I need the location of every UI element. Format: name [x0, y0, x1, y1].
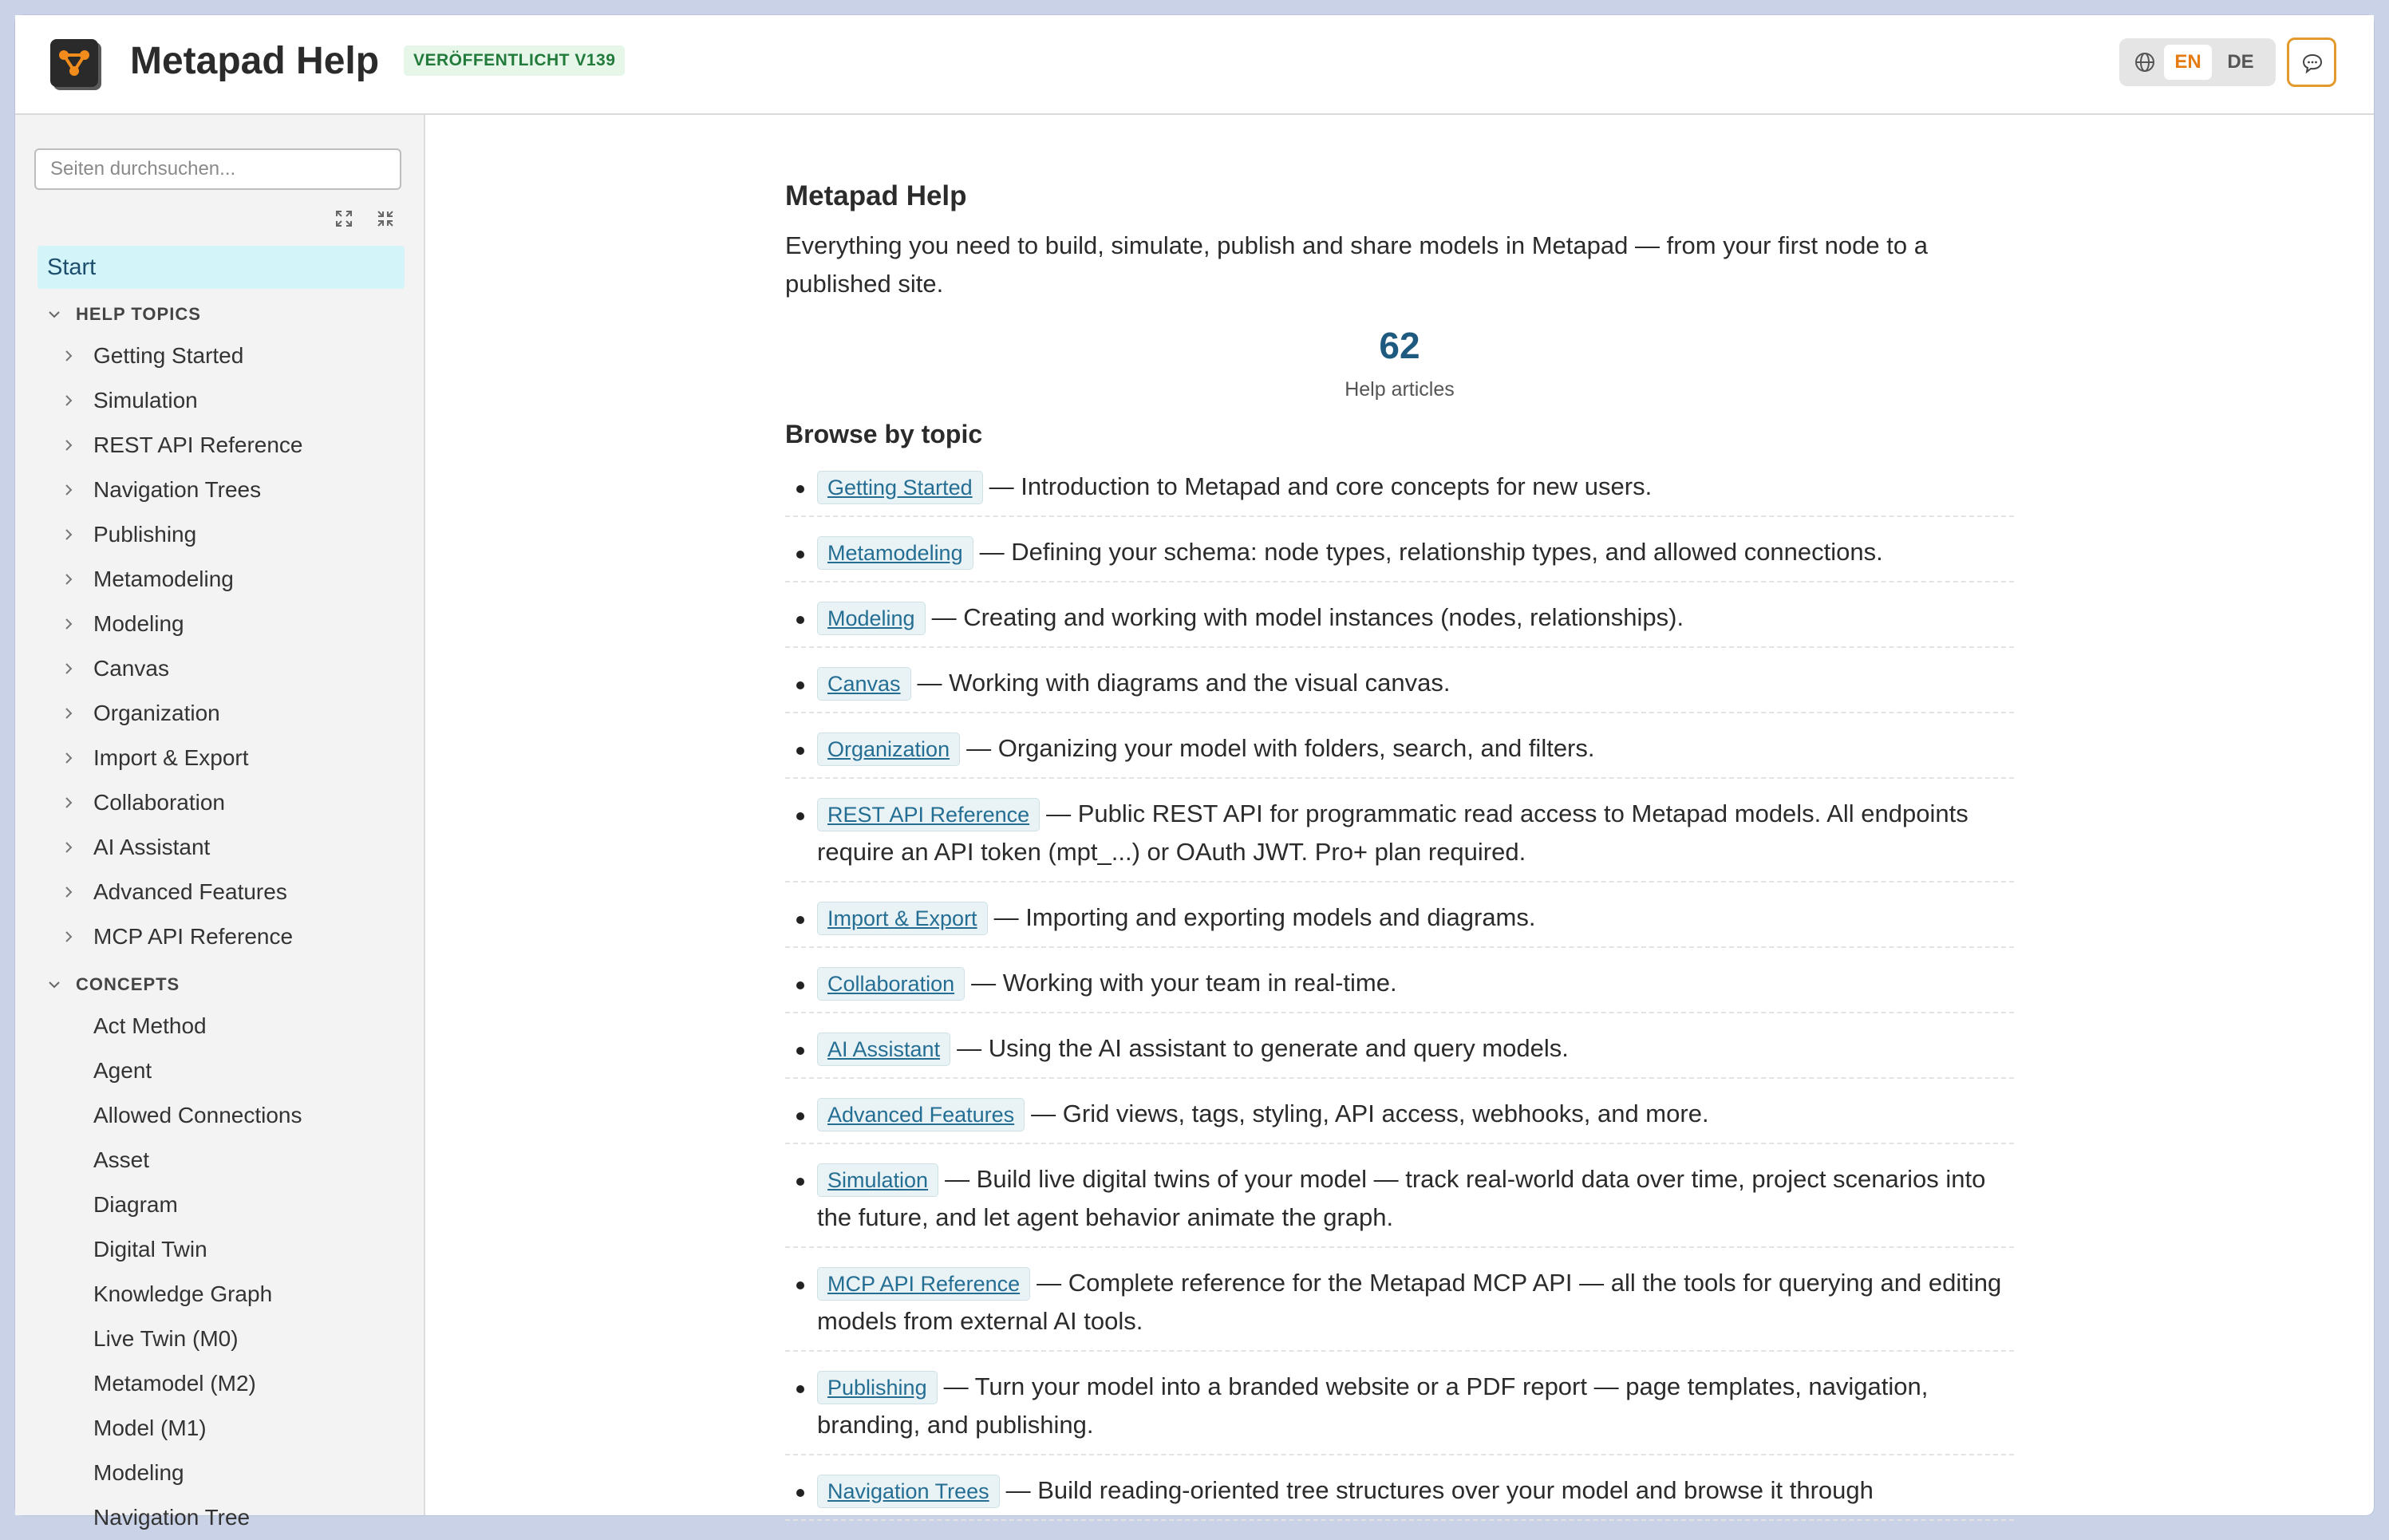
- topic-description: — Working with diagrams and the visual canvas.: [917, 669, 1451, 697]
- sidebar-item-start[interactable]: Start: [38, 246, 405, 289]
- chat-bubble-icon: [2301, 52, 2324, 74]
- sidebar-item-label: Advanced Features: [93, 879, 287, 904]
- sidebar-item-allowed-connections[interactable]: [15, 1093, 424, 1138]
- concepts-section-toggle[interactable]: [47, 970, 180, 999]
- version-badge: VERÖFFENTLICHT V139: [404, 45, 625, 76]
- topic-link-metamodeling[interactable]: Metamodeling: [817, 536, 973, 570]
- sidebar-item-import-export[interactable]: [15, 736, 424, 780]
- sidebar-item-modeling[interactable]: [15, 1451, 424, 1495]
- sidebar-item-diagram[interactable]: [15, 1183, 424, 1227]
- topic-description: — Complete reference for the Metapad MCP API — all the tools for querying and editing models from external AI tools.: [817, 1269, 2002, 1335]
- chevron-right-icon: [63, 707, 74, 720]
- sidebar-item-label: MCP API Reference: [93, 924, 294, 949]
- sidebar-item-label: Digital Twin: [93, 1237, 207, 1262]
- list-item: [785, 787, 2014, 883]
- list-item: [785, 721, 2014, 779]
- sidebar-item-label: Import & Export: [93, 745, 249, 770]
- chevron-right-icon: [63, 886, 74, 898]
- topic-description: — Turn your model into a branded website or a PDF report — page templates, navigation, branding, and publishing.: [817, 1372, 1929, 1439]
- lang-de-button[interactable]: DE: [2227, 51, 2254, 73]
- topic-description: — Grid views, tags, styling, API access, webhooks, and more.: [1031, 1100, 1709, 1127]
- sidebar-item-label: Organization: [93, 701, 220, 725]
- sidebar-item-getting-started[interactable]: [15, 334, 424, 378]
- list-item: [785, 1463, 2014, 1521]
- topic-link-publishing[interactable]: Publishing: [817, 1371, 938, 1404]
- app-window: [15, 15, 2374, 1530]
- sidebar-item-collaboration[interactable]: [15, 780, 424, 825]
- list-item: [785, 890, 2014, 948]
- topic-link-modeling[interactable]: Modeling: [817, 602, 926, 635]
- topic-link-organization[interactable]: Organization: [817, 732, 960, 766]
- language-switch: [2119, 38, 2276, 86]
- sidebar-item-asset[interactable]: [15, 1138, 424, 1183]
- sidebar-item-label: Simulation: [93, 388, 198, 413]
- sidebar-item-advanced-features[interactable]: [15, 870, 424, 914]
- sidebar-item-label: Live Twin (M0): [93, 1326, 239, 1351]
- sidebar-item-label: Model (M1): [93, 1416, 207, 1440]
- topic-description: — Creating and working with model instances (nodes, relationships).: [931, 603, 1684, 631]
- sidebar-item-metamodeling[interactable]: [15, 557, 424, 602]
- chat-button[interactable]: [2287, 38, 2336, 87]
- topic-description: — Build live digital twins of your model — track real-world data over time, project scenarios into the future, and let agent behavior animate the graph.: [817, 1165, 1986, 1231]
- topic-description: — Importing and exporting models and diagrams.: [993, 903, 1536, 931]
- topic-link-mcp-api-reference[interactable]: MCP API Reference: [817, 1267, 1030, 1301]
- chevron-right-icon: [63, 439, 74, 452]
- concepts-list: [15, 1004, 424, 1540]
- concepts-heading: CONCEPTS: [76, 974, 180, 994]
- help-topics-heading: HELP TOPICS: [76, 304, 201, 324]
- sidebar-item-label: Canvas: [93, 656, 169, 681]
- sidebar-item-simulation[interactable]: [15, 378, 424, 423]
- browse-heading: Browse by topic: [785, 420, 983, 448]
- sidebar-item-metamodel-m2[interactable]: [15, 1361, 424, 1406]
- topic-link-navigation-trees[interactable]: Navigation Trees: [817, 1475, 1000, 1508]
- topic-description: — Working with your team in real-time.: [971, 969, 1397, 997]
- lang-en-button[interactable]: EN: [2164, 45, 2212, 80]
- sidebar-item-label: Diagram: [93, 1192, 178, 1217]
- list-item: [785, 656, 2014, 713]
- collapse-all-icon[interactable]: [376, 209, 395, 228]
- chevron-down-icon: [47, 977, 61, 992]
- list-item: [785, 460, 2014, 517]
- chevron-right-icon: [63, 796, 74, 809]
- article-count: 62: [1379, 325, 1420, 366]
- topic-description: — Build reading-oriented tree structures over your model and browse it through: [1005, 1476, 1874, 1504]
- intro-text: Everything you need to build, simulate, publish and share models in Metapad — from your first node to a published site.: [785, 231, 1928, 298]
- chevron-right-icon: [63, 618, 74, 630]
- page-title: Metapad Help: [785, 180, 967, 211]
- sidebar-item-mcp-api-reference[interactable]: [15, 914, 424, 959]
- sidebar-item-model-m1[interactable]: [15, 1406, 424, 1451]
- chevron-right-icon: [63, 662, 74, 675]
- app-title: Metapad Help: [130, 40, 380, 82]
- topic-link-simulation[interactable]: Simulation: [817, 1163, 938, 1197]
- help-topics-list: [15, 334, 424, 959]
- main-content: [425, 115, 2374, 1515]
- sidebar-item-act-method[interactable]: [15, 1004, 424, 1048]
- chevron-right-icon: [63, 930, 74, 943]
- sidebar-item-label: Agent: [93, 1058, 152, 1083]
- sidebar-item-navigation-trees[interactable]: [15, 468, 424, 512]
- chevron-right-icon: [63, 349, 74, 362]
- topic-list: [785, 460, 2014, 1529]
- topic-link-import-export[interactable]: Import & Export: [817, 902, 988, 935]
- sidebar-item-label: Navigation Trees: [93, 477, 262, 502]
- sidebar-item-label: Navigation Tree: [93, 1505, 251, 1530]
- sidebar-item-ai-assistant[interactable]: [15, 825, 424, 870]
- sidebar-item-label: Metamodeling: [93, 567, 234, 591]
- chevron-down-icon: [47, 307, 61, 322]
- chevron-right-icon: [63, 528, 74, 541]
- sidebar-item-label: REST API Reference: [93, 432, 303, 457]
- sidebar-item-label: Getting Started: [93, 343, 244, 368]
- list-item: [785, 1152, 2014, 1248]
- app-header: [15, 15, 2374, 115]
- topic-link-collaboration[interactable]: Collaboration: [817, 967, 965, 1001]
- list-item: [785, 525, 2014, 582]
- topic-description: — Public REST API for programmatic read access to Metapad models. All endpoints require an API token (mpt_...) or OAuth JWT. Pro+ plan required.: [817, 800, 1968, 866]
- sidebar-search-input[interactable]: [34, 148, 401, 190]
- topic-link-advanced-features[interactable]: Advanced Features: [817, 1098, 1025, 1131]
- chevron-right-icon: [63, 841, 74, 854]
- globe-icon: [2134, 51, 2156, 73]
- sidebar-item-organization[interactable]: [15, 691, 424, 736]
- topic-link-rest-api-reference[interactable]: REST API Reference: [817, 798, 1040, 831]
- chevron-right-icon: [63, 394, 74, 407]
- sidebar: [15, 115, 425, 1530]
- sidebar-item-rest-api-reference[interactable]: [15, 423, 424, 468]
- sidebar-item-digital-twin[interactable]: [15, 1227, 424, 1272]
- sidebar-item-label: AI Assistant: [93, 835, 211, 859]
- topic-link-ai-assistant[interactable]: AI Assistant: [817, 1033, 950, 1066]
- list-item: [785, 590, 2014, 648]
- chevron-right-icon: [63, 752, 74, 764]
- list-item: [785, 1360, 2014, 1455]
- chevron-right-icon: [63, 573, 74, 586]
- list-item: [785, 1021, 2014, 1079]
- sidebar-item-navigation-tree[interactable]: [15, 1495, 424, 1540]
- sidebar-item-label: Asset: [93, 1147, 150, 1172]
- expand-all-icon[interactable]: [334, 209, 353, 228]
- sidebar-item-label: Modeling: [93, 1460, 184, 1485]
- topic-description: — Using the AI assistant to generate and query models.: [957, 1034, 1569, 1062]
- topic-description: — Defining your schema: node types, relationship types, and allowed connections.: [979, 538, 1883, 566]
- topic-link-getting-started[interactable]: Getting Started: [817, 471, 983, 504]
- sidebar-item-label: Publishing: [93, 522, 197, 547]
- sidebar-item-agent[interactable]: [15, 1048, 424, 1093]
- sidebar-item-label: Modeling: [93, 611, 184, 636]
- chevron-right-icon: [63, 484, 74, 496]
- list-item: [785, 1256, 2014, 1352]
- metapad-logo[interactable]: [50, 39, 98, 87]
- sidebar-item-modeling[interactable]: [15, 602, 424, 646]
- sidebar-item-label: Knowledge Graph: [93, 1281, 273, 1306]
- topic-link-canvas[interactable]: Canvas: [817, 667, 911, 701]
- topic-description: — Organizing your model with folders, search, and filters.: [966, 734, 1595, 762]
- help-topics-section-toggle[interactable]: [47, 300, 201, 329]
- article-count-label: Help articles: [1345, 378, 1455, 401]
- sidebar-item-label: Collaboration: [93, 790, 225, 815]
- sidebar-item-live-twin-m0[interactable]: [15, 1317, 424, 1361]
- sidebar-item-label: Act Method: [93, 1013, 207, 1038]
- list-item: [785, 956, 2014, 1013]
- list-item: [785, 1087, 2014, 1144]
- topic-description: — Introduction to Metapad and core concepts for new users.: [989, 472, 1653, 500]
- sidebar-item-publishing[interactable]: [15, 512, 424, 557]
- sidebar-item-label: Metamodel (M2): [93, 1371, 256, 1396]
- sidebar-item-canvas[interactable]: [15, 646, 424, 691]
- sidebar-item-knowledge-graph[interactable]: [15, 1272, 424, 1317]
- sidebar-item-label: Allowed Connections: [93, 1103, 302, 1127]
